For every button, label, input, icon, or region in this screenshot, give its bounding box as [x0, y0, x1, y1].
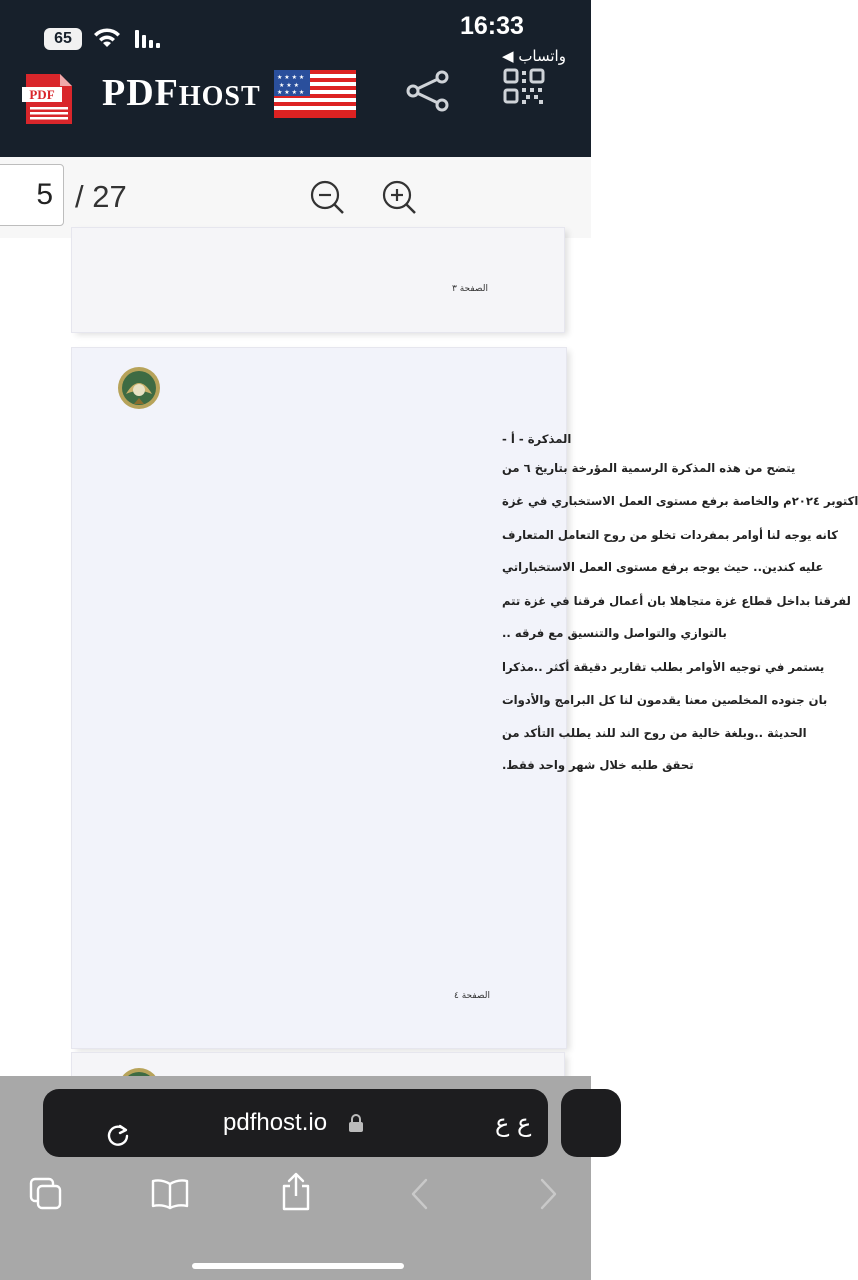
brand-pdf: PDF: [102, 72, 179, 114]
memo-heading: المذكرة - أ -: [502, 432, 572, 446]
doc-line: عليه كندين.. حيث يوجه برفع مستوى العمل الاستخباراتي: [502, 560, 824, 574]
page-number-label: الصفحة ٤: [454, 991, 490, 1001]
doc-line: كانه يوجه لنا أوامر بمفردات تخلو من روح التعامل المتعارف: [502, 528, 838, 542]
page-number-label: الصفحة ٣: [452, 284, 488, 294]
svg-text:★ ★ ★ ★: ★ ★ ★ ★: [277, 89, 305, 96]
reload-icon[interactable]: [105, 1123, 131, 1149]
pdf-page-current: [72, 348, 858, 1048]
doc-line: لفرقنا بداخل قطاع غزة متجاهلا بان أعمال فرقنا في غزة تتم: [502, 594, 851, 608]
text-size-button[interactable]: ع ع: [495, 1109, 532, 1137]
us-flag-icon[interactable]: [274, 70, 356, 118]
doc-line: تحقق طلبه خلال شهر واحد فقط.: [502, 758, 694, 772]
tabs-icon[interactable]: [28, 1176, 64, 1212]
signal-icon: [134, 30, 162, 48]
browser-bottom-bar: [0, 1076, 591, 1280]
back-to-app-link[interactable]: ◀ واتساب: [502, 47, 566, 65]
svg-text:★ ★ ★: ★ ★ ★: [279, 82, 299, 89]
pdf-toolbar: [0, 157, 591, 239]
doc-line: الحديثة ..وبلغة خالية من روح الند للند يطلب التأكد من: [502, 726, 807, 740]
doc-line: اكتوبر ٢٠٢٤م والخاصة برفع مستوى العمل الاستخباري في غزة: [502, 494, 858, 508]
back-icon[interactable]: [408, 1176, 432, 1212]
document-viewer[interactable]: [0, 238, 858, 1076]
lock-icon: [348, 1113, 364, 1133]
forward-icon[interactable]: [536, 1176, 560, 1212]
doc-line: يستمر في توجيه الأوامر بطلب تقارير دقيقة أكثر ..مذكرا: [502, 660, 825, 674]
share-sheet-icon[interactable]: [279, 1172, 313, 1212]
brand-name: [102, 71, 261, 115]
pdf-logo-text: PDF: [29, 87, 55, 102]
brand-host: HOST: [178, 81, 261, 112]
page-number-input[interactable]: 5: [0, 164, 64, 226]
app-header: [0, 0, 591, 157]
address-bar[interactable]: [43, 1089, 548, 1157]
qr-code-icon[interactable]: [503, 68, 547, 106]
battery-indicator: 65: [44, 28, 82, 50]
zoom-out-icon[interactable]: [308, 178, 348, 218]
svg-text:★ ★ ★ ★: ★ ★ ★ ★: [277, 74, 305, 81]
page-total: / 27: [75, 179, 127, 214]
pdf-page-prev: [72, 228, 564, 332]
doc-line: بالتوازي والتواصل والتنسيق مع فرقه ..: [502, 626, 727, 640]
emblem-icon: [116, 364, 162, 412]
status-time: 16:33: [460, 12, 524, 40]
bookmarks-icon[interactable]: [150, 1176, 190, 1212]
wifi-icon: [92, 26, 122, 50]
home-indicator: [192, 1263, 404, 1269]
url-text: pdfhost.io: [223, 1109, 328, 1136]
share-icon[interactable]: [405, 70, 451, 112]
next-tab-pill[interactable]: [561, 1089, 621, 1157]
zoom-in-icon[interactable]: [380, 178, 420, 218]
doc-line: يتضح من هذه المذكرة الرسمية المؤرخة بتاريخ ٦ من: [502, 461, 796, 475]
doc-line: بان جنوده المخلصين معنا يقدمون لنا كل البرامج والأدوات: [502, 693, 828, 707]
pdf-logo-icon: [22, 70, 76, 128]
